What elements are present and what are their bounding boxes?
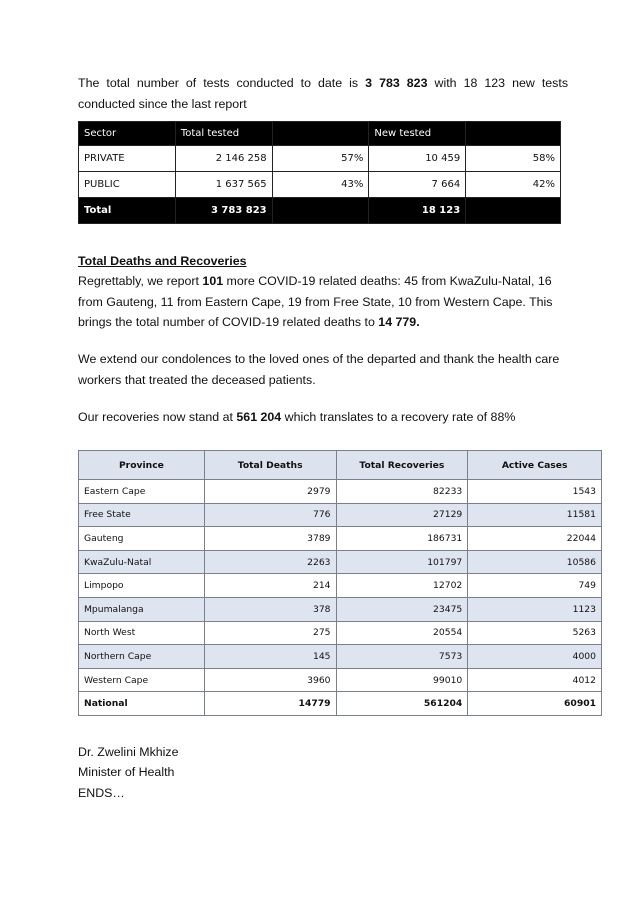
table-row <box>79 597 602 621</box>
deaths-cell: 145 <box>204 645 336 669</box>
deaths-cell: 214 <box>204 574 336 598</box>
total-tested-cell: 1 637 565 <box>175 172 272 198</box>
new-share-cell: 58% <box>466 146 561 172</box>
header-active-cases: Active Cases <box>468 451 602 480</box>
table-row <box>79 503 602 527</box>
table-row <box>79 480 602 504</box>
active-cell: 749 <box>468 574 602 598</box>
province-cell: KwaZulu-Natal <box>79 550 205 574</box>
header-total-deaths: Total Deaths <box>204 451 336 480</box>
header-total-tested: Total tested <box>175 122 272 146</box>
active-cell: 5263 <box>468 621 602 645</box>
header-sector: Sector <box>79 122 176 146</box>
total-tests-value: 3 783 823 <box>365 76 428 90</box>
deaths-cell: 2979 <box>204 480 336 504</box>
active-cell: 4012 <box>468 668 602 692</box>
national-total-row <box>79 692 602 716</box>
new-tested-cell: 18 123 <box>369 198 466 224</box>
intro-paragraph <box>78 73 568 114</box>
recoveries-cell: 101797 <box>336 550 468 574</box>
ends-marker: ENDS… <box>78 785 125 800</box>
new-share-cell: 42% <box>466 172 561 198</box>
recoveries-cell: 20554 <box>336 621 468 645</box>
recoveries-paragraph <box>78 407 568 428</box>
tests-total-row <box>79 198 561 224</box>
deaths-text: Regrettably, we report <box>78 274 203 288</box>
total-blank-cell <box>272 198 369 224</box>
deaths-cell: 776 <box>204 503 336 527</box>
deaths-cell: 3789 <box>204 527 336 551</box>
recoveries-cell: 82233 <box>336 480 468 504</box>
table-row <box>79 550 602 574</box>
active-cell: 60901 <box>468 692 602 716</box>
active-cell: 1543 <box>468 480 602 504</box>
header-total-recoveries: Total Recoveries <box>336 451 468 480</box>
header-blank <box>466 122 561 146</box>
province-cell: Free State <box>79 503 205 527</box>
total-deaths-value: 14 779. <box>378 315 420 330</box>
table-row <box>79 621 602 645</box>
deaths-cell: 3960 <box>204 668 336 692</box>
province-table-header <box>79 451 602 480</box>
recoveries-cell: 561204 <box>336 692 468 716</box>
header-blank <box>272 122 369 146</box>
recoveries-text: Our recoveries now stand at <box>78 410 237 424</box>
deaths-cell: 2263 <box>204 550 336 574</box>
sector-cell: PRIVATE <box>79 146 176 172</box>
province-cell: North West <box>79 621 205 645</box>
province-cell: Northern Cape <box>79 645 205 669</box>
signatory-name: Dr. Zwelini Mkhize <box>78 745 179 759</box>
table-row <box>79 172 561 198</box>
active-cell: 10586 <box>468 550 602 574</box>
deaths-cell: 14779 <box>204 692 336 716</box>
table-row <box>79 146 561 172</box>
deaths-cell: 378 <box>204 597 336 621</box>
new-tested-cell: 10 459 <box>369 146 466 172</box>
section-heading: Total Deaths and Recoveries <box>78 254 247 268</box>
recoveries-cell: 99010 <box>336 668 468 692</box>
intro-text: The total number of tests conducted to date is <box>78 76 366 90</box>
active-cell: 11581 <box>468 503 602 527</box>
new-tested-cell: 7 664 <box>369 172 466 198</box>
total-blank-cell <box>466 198 561 224</box>
header-province: Province <box>79 451 205 480</box>
new-deaths-value: 101 <box>202 274 224 288</box>
tests-table <box>78 121 561 224</box>
table-row <box>79 645 602 669</box>
national-label-cell: National <box>79 692 205 716</box>
province-table <box>78 450 602 716</box>
active-cell: 22044 <box>468 527 602 551</box>
total-tested-cell: 2 146 258 <box>175 146 272 172</box>
province-cell: Western Cape <box>79 668 205 692</box>
condolences-paragraph: We extend our condolences to the loved ones of the departed and thank the health care workers that treated the deceased patients. <box>78 352 560 387</box>
active-cell: 4000 <box>468 645 602 669</box>
table-row <box>79 668 602 692</box>
total-share-cell: 57% <box>272 146 369 172</box>
signature-block <box>78 742 568 803</box>
recoveries-cell: 12702 <box>336 574 468 598</box>
recoveries-cell: 23475 <box>336 597 468 621</box>
table-row <box>79 574 602 598</box>
recoveries-cell: 27129 <box>336 503 468 527</box>
sector-cell: PUBLIC <box>79 172 176 198</box>
total-label-cell: Total <box>79 198 176 224</box>
province-cell: Limpopo <box>79 574 205 598</box>
province-cell: Gauteng <box>79 527 205 551</box>
recoveries-text-continued: which translates to a recovery rate of 88% <box>281 410 516 424</box>
province-cell: Mpumalanga <box>79 597 205 621</box>
table-row <box>79 527 602 551</box>
recoveries-value: 561 204 <box>236 410 282 424</box>
signatory-title: Minister of Health <box>78 765 175 780</box>
intro-text-continued: with 18 123 new tests conducted since the last report <box>78 76 569 111</box>
province-cell: Eastern Cape <box>79 480 205 504</box>
deaths-cell: 275 <box>204 621 336 645</box>
total-tested-cell: 3 783 823 <box>175 198 272 224</box>
tests-table-header <box>79 122 561 146</box>
recoveries-cell: 186731 <box>336 527 468 551</box>
active-cell: 1123 <box>468 597 602 621</box>
deaths-paragraph <box>78 271 568 333</box>
header-new-tested: New tested <box>369 122 466 146</box>
recoveries-cell: 7573 <box>336 645 468 669</box>
deaths-text-continued: more COVID-19 related deaths: 45 from KwaZulu-Natal, 16 from Gauteng, 11 from Eastern Cape, 19 from Free State, 10 from Western Cape. This brings the total number of COVID-19 related deaths to <box>78 274 553 330</box>
total-share-cell: 43% <box>272 172 369 198</box>
